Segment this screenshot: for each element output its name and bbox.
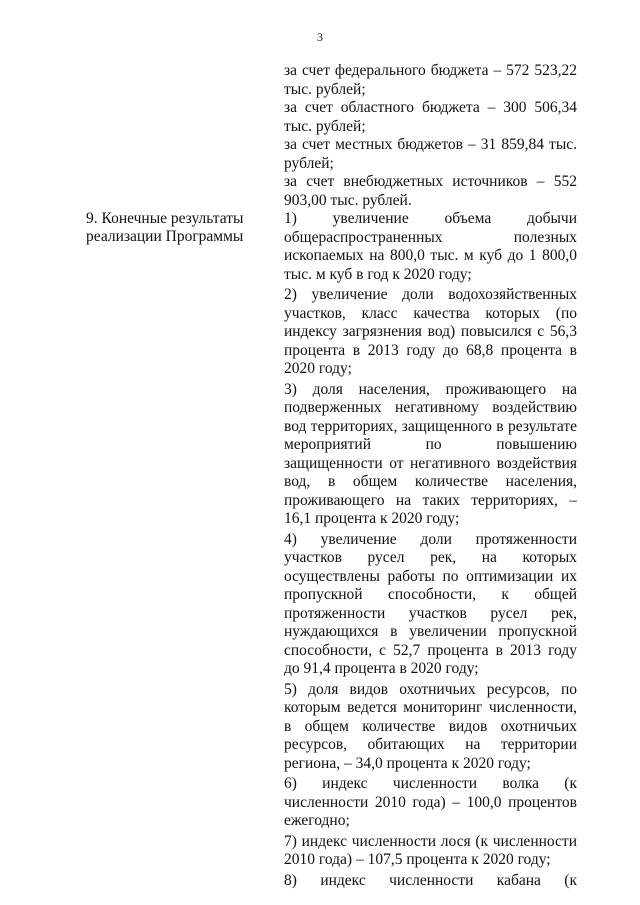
funding-item: за счет внебюджетных источников – 552 903,00 тыс. рублей. — [284, 173, 577, 209]
result-item: 5) доля видов охотничьих ресурсов, по которым ведется мониторинг численности, в общем количестве видов охотничьих ресурсов, обитающих на территории региона, – 34,0 процента к 2020 году; — [284, 680, 577, 772]
result-item: 8) индекс численности кабана (к — [284, 871, 577, 889]
result-item: 4) увеличение доли протяженности участков русел рек, на которых осуществлены работы по оптимизации их пропускной способности, к общей протяженности участков русел рек, нуждающихся в увеличении пропускной способности, с 52,7 процента в 2013 году до 91,4 процента в 2020 году; — [284, 530, 577, 677]
result-item: 3) доля населения, проживающего на подверженных негативному воздействию вод территориях, защищенного в результате мероприятий по повышению защищенности от негативного воздействия вод, в общем количестве населения, проживающего на таких территориях, – 16,1 процента к 2020 году; — [284, 380, 577, 527]
result-item: 1) увеличение объема добычи общераспространенных полезных ископаемых на 800,0 тыс. м куб до 1 800,0 тыс. м куб в год к 2020 году; — [284, 210, 577, 283]
funding-list — [284, 62, 577, 210]
page-number: 3 — [317, 30, 323, 44]
result-item: 7) индекс численности лося (к численности 2010 года) – 107,5 процента к 2020 году; — [284, 832, 577, 868]
funding-item: за счет федерального бюджета – 572 523,22 тыс. рублей; — [284, 62, 577, 98]
section-label: 9. Конечные результаты реализации Программы — [86, 210, 244, 245]
result-item: 2) увеличение доли водохозяйственных участков, класс качества которых (по индексу загрязнения вод) повысился с 56,3 процента в 2013 году до 68,8 процента в 2020 году; — [284, 286, 577, 377]
funding-item: за счет областного бюджета – 300 506,34 тыс. рублей; — [284, 99, 577, 135]
funding-item: за счет местных бюджетов – 31 859,84 тыс. рублей; — [284, 136, 577, 172]
results-list — [284, 210, 577, 890]
result-item: 6) индекс численности волка (к численности 2010 года) – 100,0 процентов ежегодно; — [284, 775, 577, 829]
